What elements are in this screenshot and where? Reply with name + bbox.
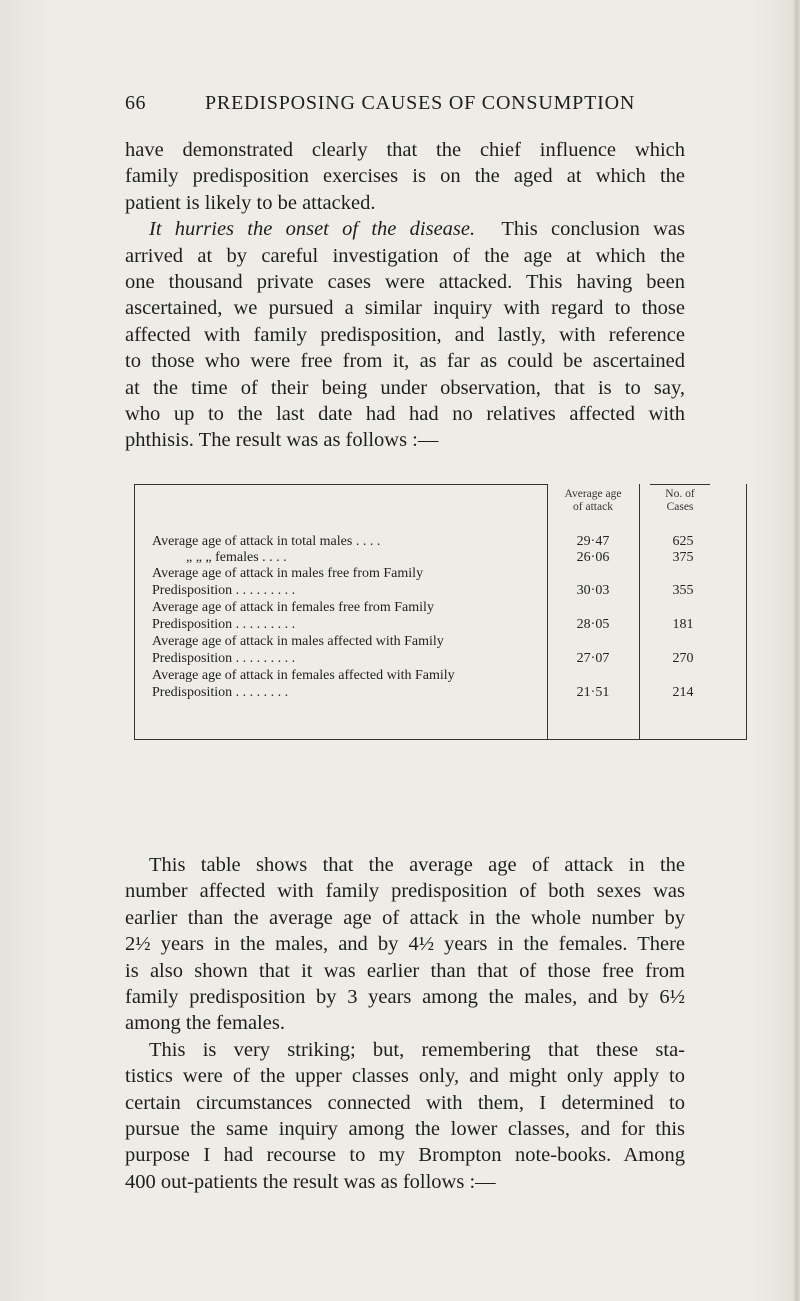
cell-cases: 270: [672, 651, 694, 666]
text-line: have demonstrated clearly that the chief influence which: [125, 139, 685, 161]
header-line: Average age: [564, 488, 622, 500]
header-rule: [650, 484, 710, 485]
row-label-line: Predisposition . . . . . . . . .: [152, 616, 296, 632]
page-edge: [792, 0, 800, 1301]
paragraph-1: [125, 137, 685, 454]
data-table: [124, 484, 695, 740]
italic-lead: It hurries the onset of the disease.: [149, 218, 476, 241]
text-line: [125, 216, 685, 242]
header-no-of-cases: [640, 488, 720, 514]
cell-age: 28·05: [576, 617, 610, 632]
cell-cases: 375: [672, 550, 694, 565]
row-label-line: Predisposition . . . . . . . . .: [152, 650, 296, 666]
text-line: to those who were free from it, as far as could be ascertained: [125, 350, 685, 373]
text-line: arrived at by careful investigation of the age at which the: [125, 244, 685, 267]
running-title: PREDISPOSING CAUSES OF CONSUMPTION: [205, 92, 636, 114]
table-border-right: [746, 484, 747, 740]
cell-age: 29·47: [576, 534, 610, 549]
text-line: earlier than the average age of attack in the whole number by: [125, 906, 685, 929]
text-line: one thousand private cases were attacked. This having been: [125, 271, 685, 294]
text-line: at the time of their being under observation, that is to say,: [125, 376, 685, 399]
text-line: This table shows that the average age of attack in the: [149, 854, 685, 876]
text-line: is also shown that it was earlier than that of those free from: [125, 959, 685, 982]
row-label-line: Average age of attack in females affected with Family: [152, 668, 455, 683]
cell-cases: 181: [672, 617, 694, 632]
table-rule-bottom: [134, 739, 746, 740]
row-label: [152, 668, 542, 701]
row-label: „ „ „ females . . . .: [186, 550, 287, 565]
text-line: number affected with family predisposition of both sexes was: [125, 880, 685, 903]
text-line: family predisposition by 3 years among the males, and by 6½: [125, 986, 685, 1009]
text-line: 400 out-patients the result was as follows :—: [125, 1170, 496, 1193]
text-fragment: This conclusion was: [501, 218, 685, 241]
text-line: 2½ years in the males, and by 4½ years in the females. There: [125, 933, 685, 956]
cell-cases: 214: [672, 685, 694, 700]
cell-cases: 625: [672, 534, 694, 549]
header-line: No. of: [665, 488, 695, 500]
header-average-age: [548, 488, 638, 514]
page-number: 66: [125, 92, 146, 114]
table-rule-top: [134, 484, 547, 485]
row-label: Average age of attack in total males . . . .: [152, 534, 381, 549]
text-line: ascertained, we pursued a similar inquiry with regard to those: [125, 297, 685, 320]
header-line: Cases: [666, 501, 694, 513]
column-divider: [639, 484, 640, 740]
row-label-line: Predisposition . . . . . . . . .: [152, 582, 296, 598]
text-line: tistics were of the upper classes only, and might only apply to: [125, 1065, 685, 1088]
page-header: [125, 92, 685, 118]
text-line: among the females.: [125, 1012, 285, 1035]
cell-age: 30·03: [576, 583, 610, 598]
header-line: of attack: [573, 501, 613, 513]
text-line: purpose I had recourse to my Brompton note-books. Among: [125, 1144, 685, 1167]
cell-age: 21·51: [576, 685, 610, 700]
row-label-line: Average age of attack in males affected with Family: [152, 634, 444, 649]
table-border-left: [134, 484, 135, 740]
text-line: phthisis. The result was as follows :—: [125, 429, 439, 452]
text-line: This is very striking; but, remembering that these sta-: [149, 1038, 685, 1061]
row-label-line: Average age of attack in males free from Family: [152, 566, 424, 581]
paragraph-3: [125, 852, 685, 1195]
cell-age: 26·06: [576, 550, 610, 565]
row-label-line: Average age of attack in females free from Family: [152, 600, 434, 615]
column-divider: [547, 484, 548, 740]
row-label: [152, 600, 542, 633]
row-label-line: Predisposition . . . . . . . .: [152, 684, 289, 700]
cell-age: 27·07: [576, 651, 610, 666]
text-line: family predisposition exercises is on the aged at which the: [125, 165, 685, 188]
row-label: [152, 634, 542, 667]
text-line: affected with family predisposition, and lastly, with reference: [125, 323, 685, 346]
text-line: certain circumstances connected with them, I determined to: [125, 1091, 685, 1114]
row-label: [152, 566, 542, 599]
text-line: pursue the same inquiry among the lower classes, and for this: [125, 1118, 685, 1141]
cell-cases: 355: [672, 583, 694, 598]
text-line: who up to the last date had had no relatives affected with: [125, 403, 685, 426]
text-line: patient is likely to be attacked.: [125, 191, 376, 214]
